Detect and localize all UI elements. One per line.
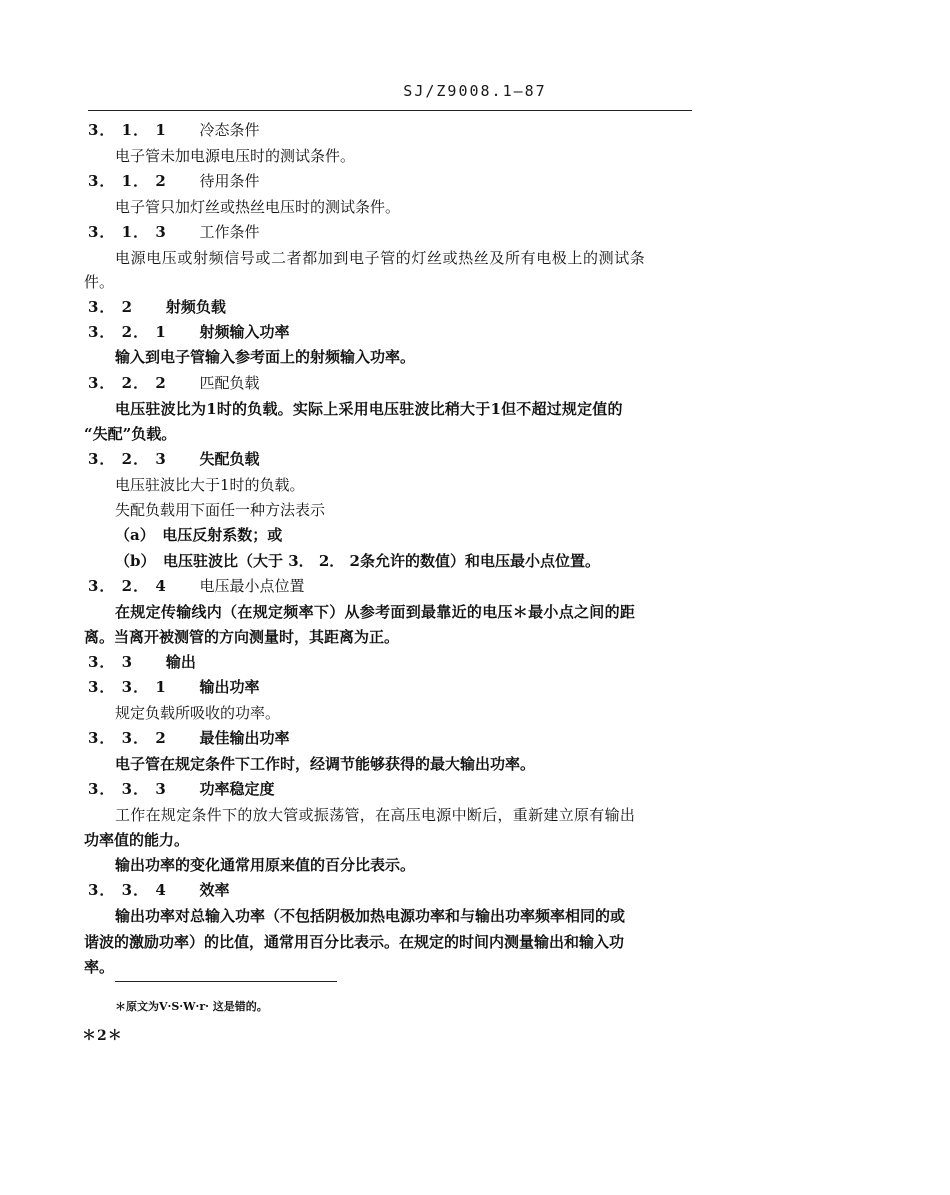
section-number: 3． 2． 3 <box>88 450 167 468</box>
section-title: 效率 <box>199 881 230 899</box>
section-heading-3-1-3 <box>88 222 260 242</box>
paragraph-line: 电源电压或射频信号或二者都加到电子管的灯丝或热丝及所有电极上的测试条 <box>115 249 646 267</box>
section-number: 3． 3． 3 <box>88 780 167 798</box>
section-number: 3． 2． 1 <box>88 323 167 341</box>
paragraph-line: 工作在规定条件下的放大管或振荡管，在高压电源中断后，重新建立原有输出 <box>115 806 636 824</box>
paragraph-line: 电子管只加灯丝或热丝电压时的测试条件。 <box>115 198 401 216</box>
section-heading-3-3 <box>88 652 196 672</box>
paragraph-line: 谐波的激励功率）的比值，通常用百分比表示。在规定的时间内测量输出和输入功 <box>84 933 625 951</box>
list-item-a: （a） 电压反射系数；或 <box>115 526 283 544</box>
page-number: ＊2＊ <box>82 1028 123 1044</box>
section-heading-3-3-4 <box>88 880 230 900</box>
section-number: 3． 3 <box>88 653 134 671</box>
paragraph-line: 在规定传输线内（在规定频率下）从参考面到最靠近的电压＊最小点之间的距 <box>115 603 636 621</box>
paragraph-line: 离。当离开被测管的方向测量时，其距离为正。 <box>84 628 400 646</box>
section-title: 工作条件 <box>199 223 260 241</box>
section-heading-3-2-1 <box>88 322 290 342</box>
list-item-b: （b） 电压驻波比（大于 3． 2． 2条允许的数值）和电压最小点位置。 <box>115 552 600 570</box>
section-heading-3-2-3 <box>88 449 260 469</box>
paragraph-line: “失配”负载。 <box>84 425 177 443</box>
section-heading-3-2 <box>88 297 226 317</box>
paragraph-line: 失配负载用下面任一种方法表示 <box>115 501 326 519</box>
section-number: 3． 1． 2 <box>88 172 167 190</box>
section-number: 3． 2． 2 <box>88 374 167 392</box>
header-divider <box>88 110 692 111</box>
paragraph-line: 输出功率对总输入功率（不包括阴极加热电源功率和与输出功率频率相同的或 <box>115 907 626 925</box>
section-title: 输出功率 <box>199 678 260 696</box>
section-title: 匹配负载 <box>199 374 260 392</box>
paragraph-line: 输出功率的变化通常用原来值的百分比表示。 <box>115 856 416 874</box>
section-heading-3-2-2 <box>88 373 260 393</box>
footnote: ＊原文为V·S·W·r· 这是错的。 <box>115 1000 268 1013</box>
section-title: 射频负载 <box>165 298 226 316</box>
section-heading-3-3-1 <box>88 677 260 697</box>
paragraph-line: 电子管在规定条件下工作时，经调节能够获得的最大输出功率。 <box>115 755 536 773</box>
paragraph-line: 规定负载所吸收的功率。 <box>115 704 281 722</box>
paragraph-line: 输入到电子管输入参考面上的射频输入功率。 <box>115 348 416 366</box>
section-number: 3． 3． 4 <box>88 881 167 899</box>
section-heading-3-1-2 <box>88 171 260 191</box>
document-code-header: SJ/Z9008.1—87 <box>403 82 547 100</box>
section-title: 输出 <box>165 653 196 671</box>
section-title: 功率稳定度 <box>199 780 275 798</box>
section-number: 3． 1． 3 <box>88 223 167 241</box>
section-title: 失配负载 <box>199 450 260 468</box>
section-heading-3-1-1 <box>88 120 260 140</box>
section-number: 3． 1． 1 <box>88 121 167 139</box>
paragraph-line: 件。 <box>84 273 115 291</box>
section-title: 电压最小点位置 <box>199 577 305 595</box>
section-title: 最佳输出功率 <box>199 729 290 747</box>
section-number: 3． 3． 1 <box>88 678 167 696</box>
section-number: 3． 3． 2 <box>88 729 167 747</box>
section-heading-3-3-3 <box>88 779 275 799</box>
section-heading-3-3-2 <box>88 728 290 748</box>
section-title: 冷态条件 <box>199 121 260 139</box>
paragraph-line: 电压驻波比大于1时的负载。 <box>115 476 305 494</box>
paragraph-line: 功率值的能力。 <box>84 831 190 849</box>
section-number: 3． 2 <box>88 298 134 316</box>
section-title: 射频输入功率 <box>199 323 290 341</box>
section-title: 待用条件 <box>199 172 260 190</box>
paragraph-line: 电压驻波比为1时的负载。实际上采用电压驻波比稍大于1但不超过规定值的 <box>115 400 623 418</box>
paragraph-line: 率。 <box>84 958 115 976</box>
section-number: 3． 2． 4 <box>88 577 167 595</box>
footnote-divider <box>115 981 337 982</box>
paragraph-line: 电子管未加电源电压时的测试条件。 <box>115 147 356 165</box>
section-heading-3-2-4 <box>88 576 305 596</box>
